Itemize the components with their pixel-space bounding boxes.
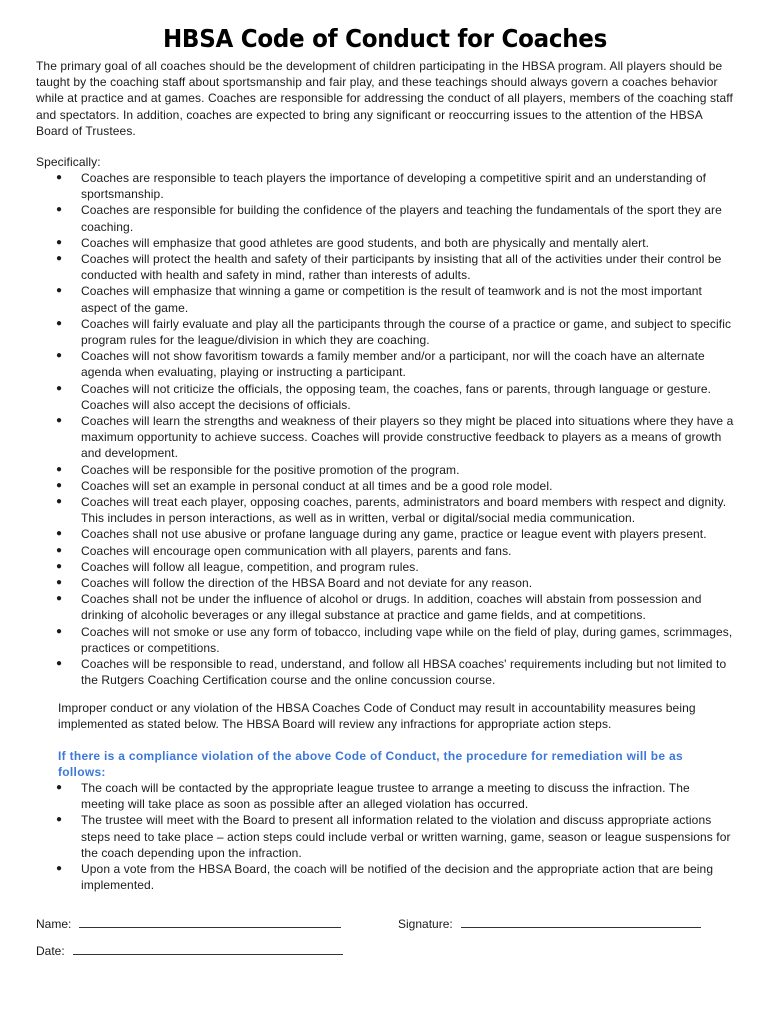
list-item (36, 559, 736, 575)
list-item (36, 543, 736, 559)
list-item-text: Coaches will follow all league, competition, and program rules. (81, 559, 419, 574)
name-line[interactable] (79, 916, 341, 928)
date-label: Date: (36, 944, 65, 958)
signature-label: Signature: (398, 917, 453, 931)
bullet-icon: ● (56, 544, 63, 556)
name-field[interactable] (36, 916, 341, 932)
list-item-text: Coaches will not smoke or use any form of tobacco, including vape while on the field of play, during games, scrimmages, practices or competitions. (81, 624, 733, 655)
procedure-list (36, 780, 736, 893)
document-title: HBSA Code of Conduct for Coaches (162, 24, 608, 53)
bullet-icon: ● (56, 172, 63, 183)
list-item-text: The coach will be contacted by the appropriate league trustee to arrange a meeting to discuss the infraction. The meeting will take place as soon as possible after an alleged violation has occurred. (81, 781, 690, 812)
list-item-text: Coaches will not show favoritism towards a family member and/or a participant, nor will the coach have an alternate agenda when evaluating, playing or instructing a participant. (81, 349, 705, 380)
bullet-icon: ● (56, 863, 63, 875)
list-item (36, 348, 736, 380)
bullet-icon: ● (56, 236, 63, 248)
bullet-icon: ● (56, 625, 63, 637)
list-item-text: Coaches will be responsible to read, understand, and follow all HBSA coaches' requirements including but not limited to the Rutgers Coaching Certification course and the online concussion course. (81, 657, 727, 688)
bullet-icon: ● (56, 317, 63, 329)
bullet-icon: ● (56, 577, 63, 589)
list-item (36, 624, 736, 656)
list-item-text: Coaches will fairly evaluate and play all the participants through the course of a practice or game, and subject to specific program rules for the league/division in which they are coaching. (81, 316, 732, 348)
list-item-text: Coaches will treat each player, opposing coaches, parents, administrators and board members with respect and dignity. This includes in person interactions, as well as in written, verbal or digital/social media communication. (81, 495, 727, 526)
list-item-text: Coaches are responsible for building the confidence of the players and teaching the fundamentals of the sport they are coaching. (81, 203, 722, 234)
signature-line[interactable] (461, 916, 701, 928)
list-item-text: Coaches shall not be under the influence of alcohol or drugs. In addition, coaches will abstain from possession and drinking of alcoholic beverages or any illegal substance at practice and game fields, and at competitions. (81, 592, 702, 623)
bullet-icon: ● (56, 782, 63, 793)
bullet-icon: ● (56, 593, 63, 605)
bullet-icon: ● (56, 479, 63, 491)
list-item-text: Coaches are responsible to teach players the importance of developing a competitive spirit and an understanding of sportsmanship. (81, 171, 707, 202)
improper-conduct-paragraph: Improper conduct or any violation of the HBSA Coaches Code of Conduct may result in accountability measures being implemented as stated below. The HBSA Board will review any infractions for appropriate action steps. (58, 701, 696, 732)
list-item (36, 235, 736, 251)
list-item-text: Coaches will learn the strengths and weakness of their players so they might be placed into situations where they have a maximum opportunity to achieve success. Coaches will provide constructive feedback to players as a means of growth and development. (81, 414, 734, 461)
list-item (36, 575, 736, 591)
list-item (36, 494, 736, 526)
bullet-icon: ● (56, 496, 63, 508)
list-item (36, 591, 736, 623)
rules-list (36, 170, 736, 689)
bullet-icon: ● (56, 814, 63, 826)
list-item (36, 812, 736, 861)
list-item-text: Coaches will protect the health and safety of their participants by insisting that all of the activities under their control be conducted with health and safety in mind, rather than interests of adults. (81, 252, 722, 283)
bullet-icon: ● (56, 382, 63, 394)
list-item-text: Coaches will set an example in personal conduct at all times and be a good role model. (81, 478, 553, 493)
list-item (36, 861, 736, 893)
list-item (36, 381, 736, 413)
bullet-icon: ● (56, 204, 63, 216)
list-item-text: Upon a vote from the HBSA Board, the coach will be notified of the decision and the appropriate action that are being implemented. (81, 862, 714, 893)
bullet-icon: ● (56, 285, 63, 297)
bullet-icon: ● (56, 350, 63, 362)
list-item (36, 656, 736, 688)
list-item (36, 283, 736, 315)
list-item (36, 478, 736, 494)
list-item-text: Coaches will follow the direction of the HBSA Board and not deviate for any reason. (81, 576, 533, 591)
list-item (36, 526, 736, 542)
list-item-text: The trustee will meet with the Board to present all information related to the violation and discuss appropriate actions steps need to take place – action steps could include verbal or written warning, game, season or league suspensions for the coach depending upon the infraction. (81, 813, 731, 860)
date-line[interactable] (73, 943, 343, 955)
list-item-text: Coaches will be responsible for the positive promotion of the program. (81, 462, 460, 477)
bullet-icon: ● (56, 253, 63, 265)
bullet-icon: ● (56, 415, 63, 427)
list-item (36, 251, 736, 283)
list-item (36, 316, 736, 348)
list-item-text: Coaches will emphasize that good athletes are good students, and both are physically and mentally alert. (81, 235, 650, 250)
date-field[interactable] (36, 943, 343, 959)
specifically-label: Specifically: (36, 155, 101, 169)
list-item-text: Coaches will not criticize the officials, the opposing team, the coaches, fans or parents, through language or gesture. Coaches will also accept the decisions of officials. (81, 381, 712, 412)
signature-field[interactable] (398, 916, 701, 932)
list-item (36, 780, 736, 812)
intro-paragraph: The primary goal of all coaches should be the development of children participating in the HBSA program. All players should be taught by the coaching staff about sportsmanship and fair play, and these teachings should always govern a coaches behavior while at practice and at games. Coaches are responsible for addressing the conduct of all players, members of the coaching staff and spectators. In addition, coaches are expected to bring any significant or reoccurring issues to the attention of the HBSA Board of Trustees. (36, 59, 733, 138)
list-item-text: Coaches shall not use abusive or profane language during any game, practice or league event with players present. (81, 527, 707, 542)
list-item (36, 202, 736, 234)
list-item (36, 462, 736, 478)
bullet-icon: ● (56, 658, 63, 670)
compliance-heading: If there is a compliance violation of the above Code of Conduct, the procedure for remediation will be as follows: (58, 749, 683, 780)
list-item-text: Coaches will emphasize that winning a game or competition is the result of teamwork and is not the most important aspect of the game. (81, 284, 702, 315)
list-item-text: Coaches will encourage open communication with all players, parents and fans. (81, 543, 512, 558)
list-item (36, 170, 736, 202)
bullet-icon: ● (56, 463, 63, 475)
name-label: Name: (36, 917, 72, 931)
bullet-icon: ● (56, 528, 63, 540)
list-item (36, 413, 736, 462)
bullet-icon: ● (56, 560, 63, 572)
